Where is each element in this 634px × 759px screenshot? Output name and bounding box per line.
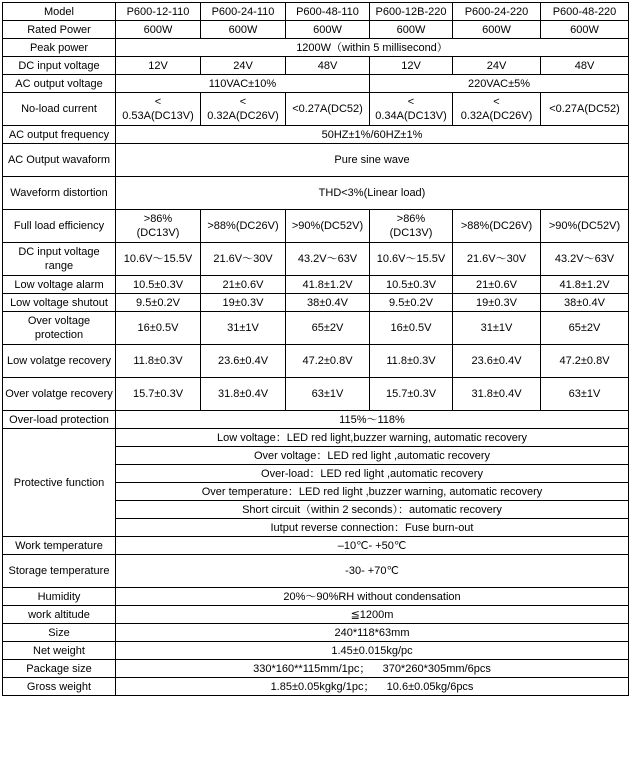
- row-label: Peak power: [3, 39, 116, 57]
- cell-value: [116, 93, 201, 126]
- cell-line: <0.27A(DC52): [549, 103, 620, 115]
- cell-value: 65±2V: [286, 312, 370, 345]
- row-over-voltage-protection: [3, 312, 629, 345]
- cell-value: 330*160**115mm/1pc； 370*260*305mm/6pcs: [116, 660, 629, 678]
- cell-value: 48V: [286, 57, 370, 75]
- cell-line: 0.34A(DC13V): [375, 110, 447, 122]
- cell-value: 11.8±0.3V: [370, 345, 453, 378]
- spec-table: [2, 2, 629, 696]
- cell-line: >90%(DC52V): [291, 220, 364, 232]
- cell-value: 1200W（within 5 millisecond）: [116, 39, 629, 57]
- cell-value: [453, 93, 541, 126]
- row-label: AC output frequency: [3, 126, 116, 144]
- cell-value: 240*118*63mm: [116, 624, 629, 642]
- cell-value: 19±0.3V: [453, 294, 541, 312]
- row-ac-output-frequency: [3, 126, 629, 144]
- row-over-load-protection: [3, 411, 629, 429]
- model-name: P600-48-220: [541, 3, 629, 21]
- row-label: Storage temperature: [3, 555, 116, 588]
- row-label: Protective function: [3, 429, 116, 537]
- row-label: Over volatge recovery: [3, 378, 116, 411]
- cell-line: (DC13V): [136, 227, 180, 239]
- cell-line: >86%: [396, 213, 426, 225]
- cell-value: 31±1V: [201, 312, 286, 345]
- row-low-voltage-recovery: [3, 345, 629, 378]
- row-ac-output-voltage: [3, 75, 629, 93]
- cell-value: 10.6V～15.5V: [370, 243, 453, 276]
- row-gross-weight: [3, 678, 629, 696]
- row-label: AC Output wavaform: [3, 144, 116, 177]
- row-full-load-efficiency: [3, 210, 629, 243]
- protection-item: Low voltage：LED red light,buzzer warning, automatic recovery: [116, 429, 629, 447]
- cell-value: 11.8±0.3V: [116, 345, 201, 378]
- cell-value: 9.5±0.2V: [370, 294, 453, 312]
- cell-value: –10℃- +50℃: [116, 537, 629, 555]
- cell-value: 47.2±0.8V: [541, 345, 629, 378]
- cell-line: <: [407, 96, 415, 108]
- row-label: Over-load protection: [3, 411, 116, 429]
- row-dc-input-voltage: [3, 57, 629, 75]
- cell-value: 48V: [541, 57, 629, 75]
- cell-value: [286, 210, 370, 243]
- row-label: DC input voltage range: [3, 243, 116, 276]
- cell-value: 19±0.3V: [201, 294, 286, 312]
- row-label: Model: [3, 3, 116, 21]
- cell-value: 38±0.4V: [541, 294, 629, 312]
- row-low-voltage-shutout: [3, 294, 629, 312]
- cell-value: 21±0.6V: [201, 276, 286, 294]
- cell-value: 600W: [286, 21, 370, 39]
- cell-value: 41.8±1.2V: [541, 276, 629, 294]
- cell-value: 24V: [201, 57, 286, 75]
- row-dc-input-voltage-range: [3, 243, 629, 276]
- cell-value: 43.2V～63V: [541, 243, 629, 276]
- protection-item: Over temperature：LED red light ,buzzer warning, automatic recovery: [116, 483, 629, 501]
- cell-value: 63±1V: [541, 378, 629, 411]
- cell-value: 41.8±1.2V: [286, 276, 370, 294]
- cell-value: 600W: [541, 21, 629, 39]
- row-waveform-distortion: [3, 177, 629, 210]
- cell-value: 43.2V～63V: [286, 243, 370, 276]
- cell-line: <: [154, 96, 162, 108]
- cell-value: THD<3%(Linear load): [116, 177, 629, 210]
- cell-value: [116, 210, 201, 243]
- row-label: Low volatge recovery: [3, 345, 116, 378]
- row-label: Waveform distortion: [3, 177, 116, 210]
- cell-value: 21±0.6V: [453, 276, 541, 294]
- cell-value: 16±0.5V: [370, 312, 453, 345]
- cell-value: 12V: [370, 57, 453, 75]
- cell-value: 600W: [201, 21, 286, 39]
- cell-value: Pure sine wave: [116, 144, 629, 177]
- cell-value: 38±0.4V: [286, 294, 370, 312]
- row-label: Full load efficiency: [3, 210, 116, 243]
- row-work-temperature: [3, 537, 629, 555]
- row-label: AC output voltage: [3, 75, 116, 93]
- protection-item: Over voltage：LED red light ,automatic recovery: [116, 447, 629, 465]
- cell-value: 31.8±0.4V: [453, 378, 541, 411]
- cell-line: 0.53A(DC13V): [122, 110, 194, 122]
- row-label: No-load current: [3, 93, 116, 126]
- model-name: P600-12B-220: [370, 3, 453, 21]
- cell-value: [370, 210, 453, 243]
- cell-value: [201, 93, 286, 126]
- row-over-voltage-recovery: [3, 378, 629, 411]
- cell-value: 10.5±0.3V: [370, 276, 453, 294]
- cell-line: >90%(DC52V): [548, 220, 621, 232]
- protection-item: Short circuit（within 2 seconds）：automatic recovery: [116, 501, 629, 519]
- cell-value: [201, 210, 286, 243]
- row-protective-function: [3, 429, 629, 447]
- row-label: work altitude: [3, 606, 116, 624]
- model-name: P600-24-220: [453, 3, 541, 21]
- model-name: P600-48-110: [286, 3, 370, 21]
- cell-line: >86%: [143, 213, 173, 225]
- row-label: Package size: [3, 660, 116, 678]
- cell-value: 9.5±0.2V: [116, 294, 201, 312]
- row-model: [3, 3, 629, 21]
- cell-value: 10.5±0.3V: [116, 276, 201, 294]
- cell-value: 12V: [116, 57, 201, 75]
- cell-value: 10.6V～15.5V: [116, 243, 201, 276]
- cell-value: [370, 93, 453, 126]
- row-label: Net weight: [3, 642, 116, 660]
- cell-value: [541, 93, 629, 126]
- row-label: Gross weight: [3, 678, 116, 696]
- cell-value: 63±1V: [286, 378, 370, 411]
- model-name: P600-24-110: [201, 3, 286, 21]
- row-peak-power: [3, 39, 629, 57]
- cell-value: 15.7±0.3V: [116, 378, 201, 411]
- cell-line: 0.32A(DC26V): [207, 110, 279, 122]
- cell-value: 21.6V～30V: [453, 243, 541, 276]
- cell-value: 600W: [370, 21, 453, 39]
- row-label: DC input voltage: [3, 57, 116, 75]
- cell-line: <0.27A(DC52): [292, 103, 363, 115]
- row-label: Humidity: [3, 588, 116, 606]
- cell-value: 24V: [453, 57, 541, 75]
- cell-value: 50HZ±1%/60HZ±1%: [116, 126, 629, 144]
- cell-line: <: [493, 96, 500, 108]
- protection-item: Over-load：LED red light ,automatic recovery: [116, 465, 629, 483]
- cell-value: [286, 93, 370, 126]
- cell-value: 1.85±0.05kgkg/1pc； 10.6±0.05kg/6pcs: [116, 678, 629, 696]
- cell-value: 65±2V: [541, 312, 629, 345]
- cell-value: [453, 210, 541, 243]
- row-rated-power: [3, 21, 629, 39]
- row-low-voltage-alarm: [3, 276, 629, 294]
- cell-value: 600W: [453, 21, 541, 39]
- cell-line: (DC13V): [389, 227, 433, 239]
- cell-value: 110VAC±10%: [116, 75, 370, 93]
- cell-value: 31.8±0.4V: [201, 378, 286, 411]
- cell-value: 23.6±0.4V: [453, 345, 541, 378]
- row-no-load-current: [3, 93, 629, 126]
- cell-value: 31±1V: [453, 312, 541, 345]
- cell-value: ≦1200m: [116, 606, 629, 624]
- cell-value: 115%～118%: [116, 411, 629, 429]
- row-label: Low voltage shutout: [3, 294, 116, 312]
- cell-line: >88%(DC26V): [460, 220, 533, 232]
- row-label: Rated Power: [3, 21, 116, 39]
- row-storage-temperature: [3, 555, 629, 588]
- row-net-weight: [3, 642, 629, 660]
- cell-value: 21.6V～30V: [201, 243, 286, 276]
- row-size: [3, 624, 629, 642]
- row-label: Over voltage protection: [3, 312, 116, 345]
- row-label: Size: [3, 624, 116, 642]
- row-package-size: [3, 660, 629, 678]
- cell-value: -30- +70℃: [116, 555, 629, 588]
- cell-value: 220VAC±5%: [370, 75, 629, 93]
- cell-line: 0.32A(DC26V): [460, 110, 533, 122]
- row-humidity: [3, 588, 629, 606]
- row-work-altitude: [3, 606, 629, 624]
- row-ac-output-waveform: [3, 144, 629, 177]
- cell-value: 15.7±0.3V: [370, 378, 453, 411]
- cell-line: >88%(DC26V): [207, 220, 279, 232]
- cell-line: <: [239, 96, 247, 108]
- cell-value: 20%～90%RH without condensation: [116, 588, 629, 606]
- cell-value: 23.6±0.4V: [201, 345, 286, 378]
- cell-value: 1.45±0.015kg/pc: [116, 642, 629, 660]
- row-label: Work temperature: [3, 537, 116, 555]
- model-name: P600-12-110: [116, 3, 201, 21]
- cell-value: 600W: [116, 21, 201, 39]
- cell-value: 47.2±0.8V: [286, 345, 370, 378]
- cell-value: 16±0.5V: [116, 312, 201, 345]
- protection-item: Iutput reverse connection：Fuse burn-out: [116, 519, 629, 537]
- row-label: Low voltage alarm: [3, 276, 116, 294]
- cell-value: [541, 210, 629, 243]
